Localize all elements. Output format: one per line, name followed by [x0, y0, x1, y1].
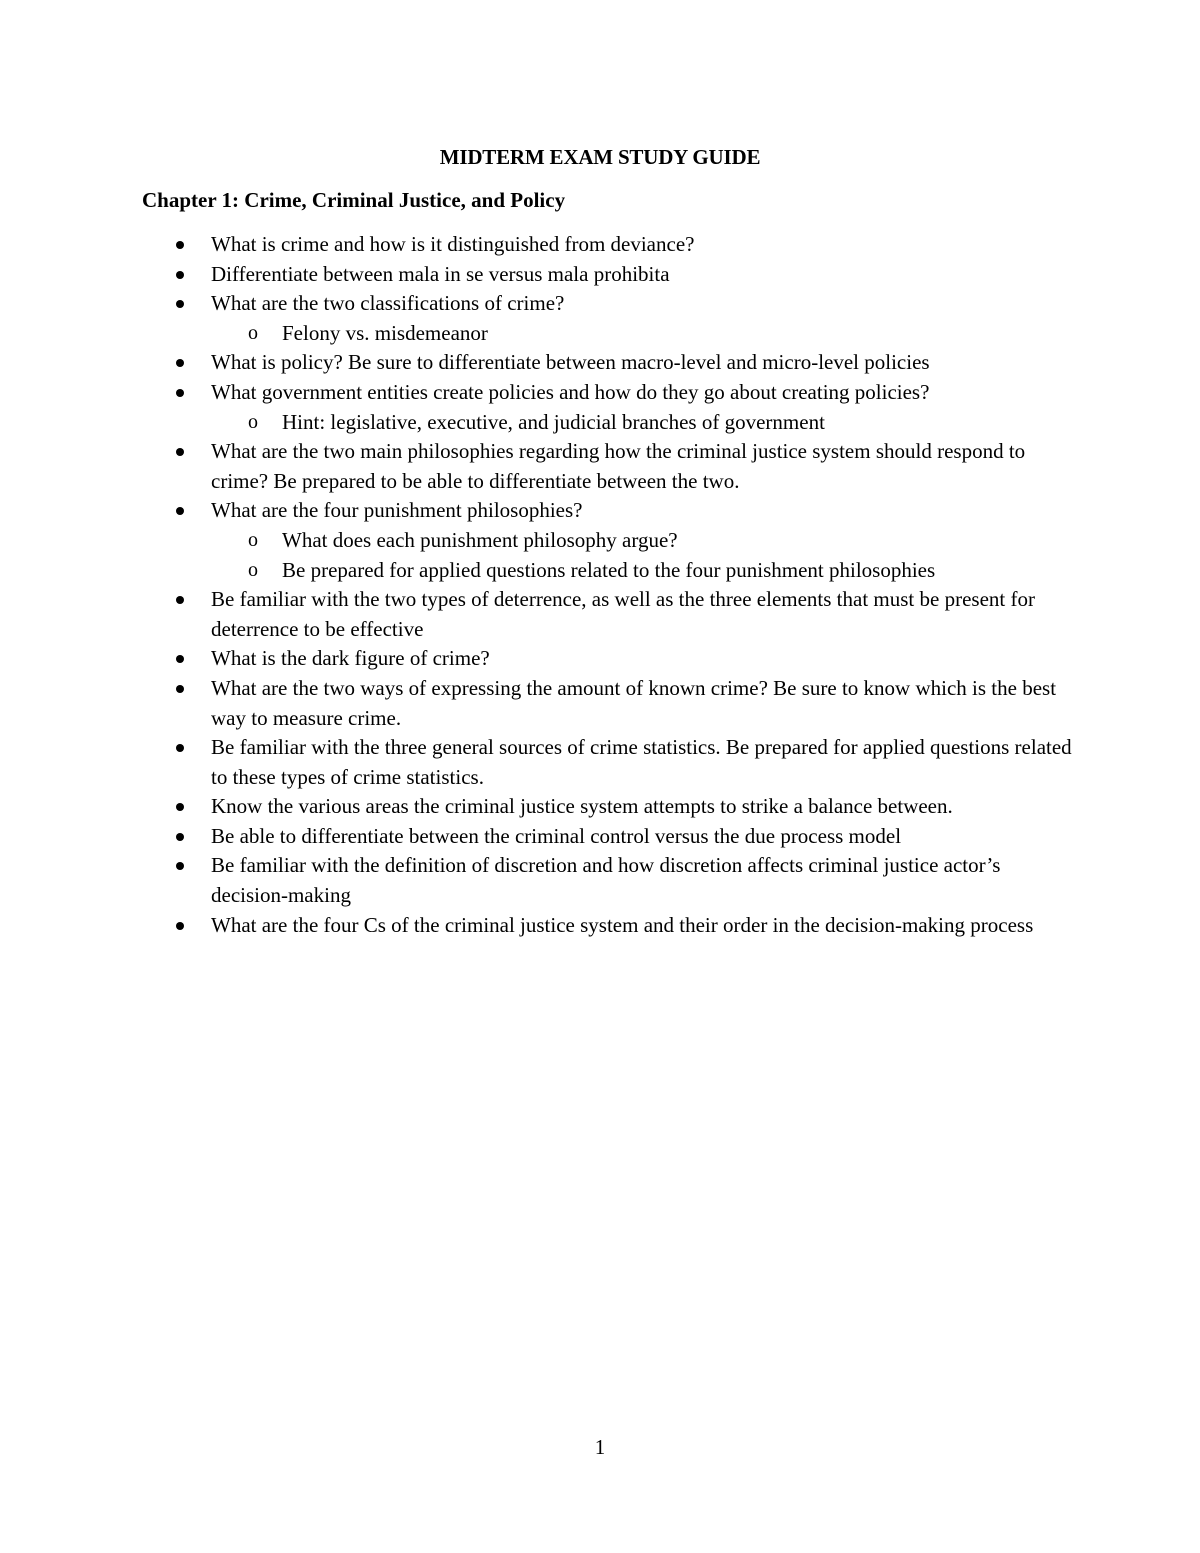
list-item-text: Be familiar with the three general sources of crime statistics. Be prepared for applied questions related to these types of crime statistics. — [211, 735, 1072, 789]
list-item — [142, 437, 1072, 496]
bullet-icon — [176, 271, 184, 279]
list-item — [142, 792, 1072, 822]
bullet-icon — [176, 389, 184, 397]
sub-bullet-marker: o — [248, 410, 258, 433]
bullet-icon — [176, 596, 184, 604]
study-guide-list — [142, 230, 1072, 940]
sub-list-item — [142, 556, 1072, 586]
list-item-text: Be familiar with the two types of deterrence, as well as the three elements that must be present for deterrence to be effective — [211, 587, 1035, 641]
bullet-icon — [176, 655, 184, 663]
bullet-icon — [176, 241, 184, 249]
list-item — [142, 348, 1072, 378]
sub-list-item — [142, 526, 1072, 556]
sub-bullet-marker: o — [248, 528, 258, 551]
document-title: MIDTERM EXAM STUDY GUIDE — [439, 145, 761, 169]
list-item-text: What are the two ways of expressing the amount of known crime? Be sure to know which is the best way to measure crime. — [211, 675, 1057, 730]
list-item-text: What are the two classifications of crime? — [211, 291, 565, 316]
list-item — [142, 585, 1072, 644]
list-item — [142, 289, 1072, 319]
list-item — [142, 733, 1072, 792]
list-item-text: What is policy? Be sure to differentiate between macro-level and micro-level policies — [211, 350, 930, 375]
list-item — [142, 822, 1072, 852]
list-item — [142, 911, 1072, 941]
bullet-icon — [176, 833, 184, 841]
bullet-icon — [176, 803, 184, 811]
bullet-icon — [176, 685, 184, 693]
list-item-text: What is the dark figure of crime? — [211, 646, 490, 671]
list-item — [142, 378, 1072, 408]
list-item — [142, 674, 1072, 733]
bullet-icon — [176, 744, 184, 752]
list-item-text: Be familiar with the definition of discretion and how discretion affects criminal justice actor’s decision-making — [211, 853, 1001, 908]
list-item-text: Differentiate between mala in se versus mala prohibita — [211, 261, 670, 286]
list-item-text: What is crime and how is it distinguished from deviance? — [211, 232, 695, 256]
bullet-icon — [176, 448, 184, 456]
list-item-text: Felony vs. misdemeanor — [282, 320, 488, 345]
bullet-icon — [176, 922, 184, 930]
bullet-icon — [176, 507, 184, 515]
list-item-text: What are the two main philosophies regarding how the criminal justice system should respond to crime? Be prepared to be able to differentiate between the two. — [211, 439, 1026, 493]
list-item-text: Know the various areas the criminal justice system attempts to strike a balance between. — [211, 794, 953, 819]
list-item — [142, 644, 1072, 674]
bullet-icon — [176, 862, 184, 870]
list-item — [142, 260, 1072, 290]
sub-list-item — [142, 319, 1072, 349]
sub-bullet-marker: o — [248, 321, 258, 344]
chapter-heading: Chapter 1: Crime, Criminal Justice, and Policy — [142, 188, 566, 212]
list-item-text: What are the four punishment philosophies? — [211, 498, 583, 523]
list-item-text: Be able to differentiate between the criminal control versus the due process model — [211, 823, 902, 848]
list-item-text: Be prepared for applied questions related to the four punishment philosophies — [282, 557, 936, 582]
page-number: 1 — [594, 1435, 606, 1459]
list-item — [142, 496, 1072, 526]
list-item — [142, 851, 1072, 910]
bullet-icon — [176, 359, 184, 367]
list-item-text: What are the four Cs of the criminal justice system and their order in the decision-making process — [211, 912, 1034, 937]
list-item-text: What does each punishment philosophy argue? — [282, 527, 678, 552]
list-item — [142, 230, 1072, 260]
list-item-text: What government entities create policies and how do they go about creating policies? — [211, 379, 930, 404]
list-item-text: Hint: legislative, executive, and judicial branches of government — [282, 409, 825, 434]
sub-list-item — [142, 408, 1072, 438]
sub-bullet-marker: o — [248, 558, 258, 581]
bullet-icon — [176, 300, 184, 308]
